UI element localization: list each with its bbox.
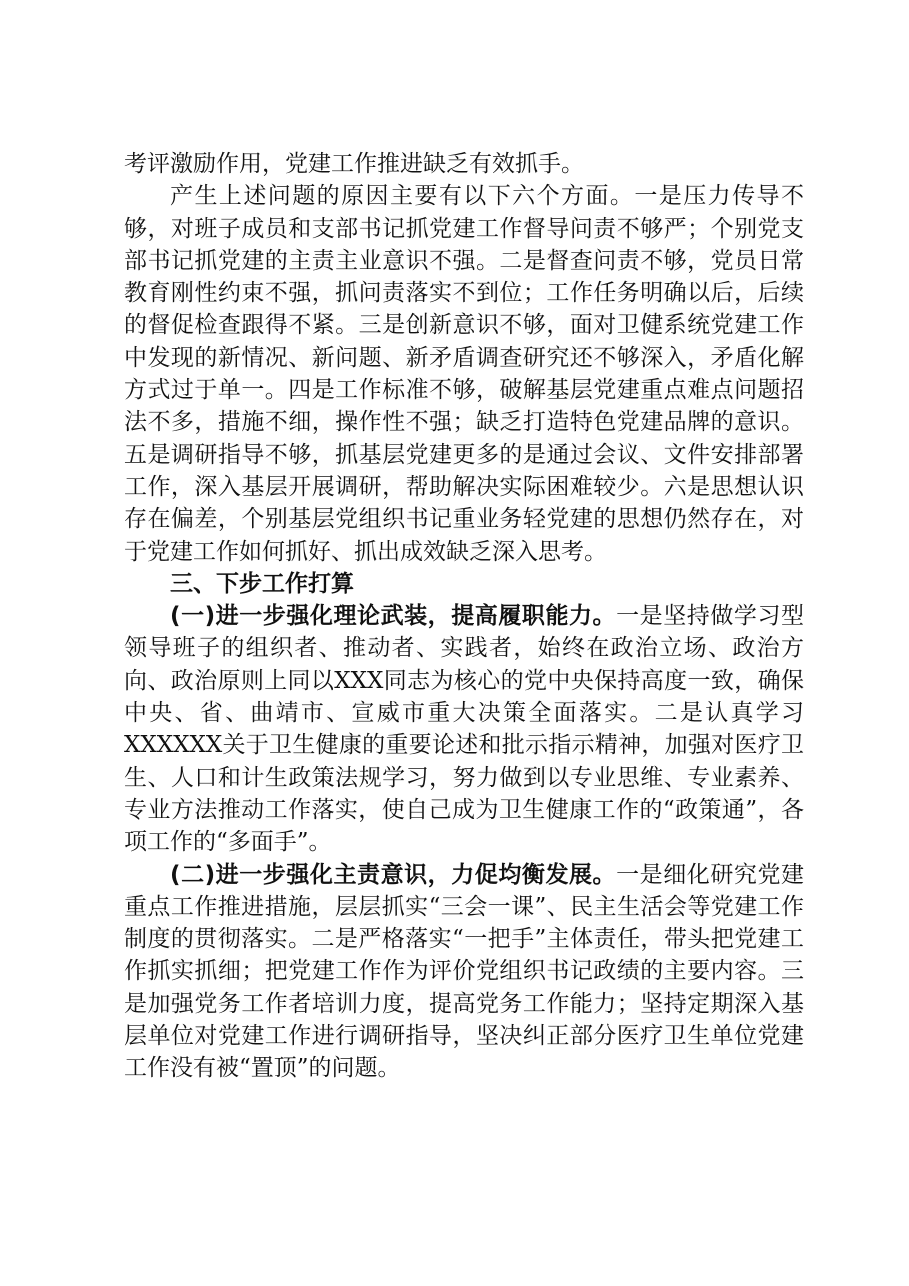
item-1-lead: (一)进一步强化理论武装，提高履职能力。 bbox=[170, 603, 617, 630]
item-2-lead: (二)进一步强化主责意识，力促均衡发展。 bbox=[170, 861, 617, 888]
paragraph-item-2 bbox=[124, 859, 804, 1085]
item-1-body: 一是坚持做学习型领导班子的组织者、推动者、实践者，始终在政治立场、政治方向、政治原则上同以XXX同志为核心的党中央保持高度一致，确保中央、省、曲靖市、宣威市重大决策全面落实。二是认真学习XXXXXX关于卫生健康的重要论述和批示指示精神，加强对医疗卫生、人口和计生政策法规学习，努力做到以专业思维、专业素养、专业方法推动工作落实，使自己成为卫生健康工作的“政策通”，各项工作的“多面手”。 bbox=[124, 603, 805, 856]
section-heading: 三、下步工作打算 bbox=[170, 570, 354, 597]
paragraph-causes: 产生上述问题的原因主要有以下六个方面。一是压力传导不够，对班子成员和支部书记抓党建工作督导问责不够严；个别党支部书记抓党建的主责主业意识不强。二是督查问责不够，党员日常教育刚性约束不强，抓问责落实不到位；工作任务明确以后，后续的督促检查跟得不紧。三是创新意识不够，面对卫健系统党建工作中发现的新情况、新问题、新矛盾调查研究还不够深入，矛盾化解方式过于单一。四是工作标准不够，破解基层党建重点难点问题招法不多，措施不细，操作性不强；缺乏打造特色党建品牌的意识。五是调研指导不够，抓基层党建更多的是通过会议、文件安排部署工作，深入基层开展调研，帮助解决实际困难较少。六是思想认识存在偏差，个别基层党组织书记重业务轻党建的思想仍然存在，对于党建工作如何抓好、抓出成效缺乏深入思考。 bbox=[124, 183, 804, 565]
document-page bbox=[124, 148, 804, 1085]
item-2-body: 一是细化研究党建重点工作推进措施，层层抓实“三会一课”、民主生活会等党建工作制度的贯彻落实。二是严格落实“一把手”主体责任，带头把党建工作抓实抓细；把党建工作作为评价党组织书记政绩的主要内容。三是加强党务工作者培训力度，提高党务工作能力；坚持定期深入基层单位对党建工作进行调研指导，坚决纠正部分医疗卫生单位党建工作没有被“置顶”的问题。 bbox=[124, 861, 805, 1082]
paragraph-item-1 bbox=[124, 600, 804, 858]
paragraph-continuation: 考评激励作用，党建工作推进缺乏有效抓手。 bbox=[124, 151, 584, 177]
